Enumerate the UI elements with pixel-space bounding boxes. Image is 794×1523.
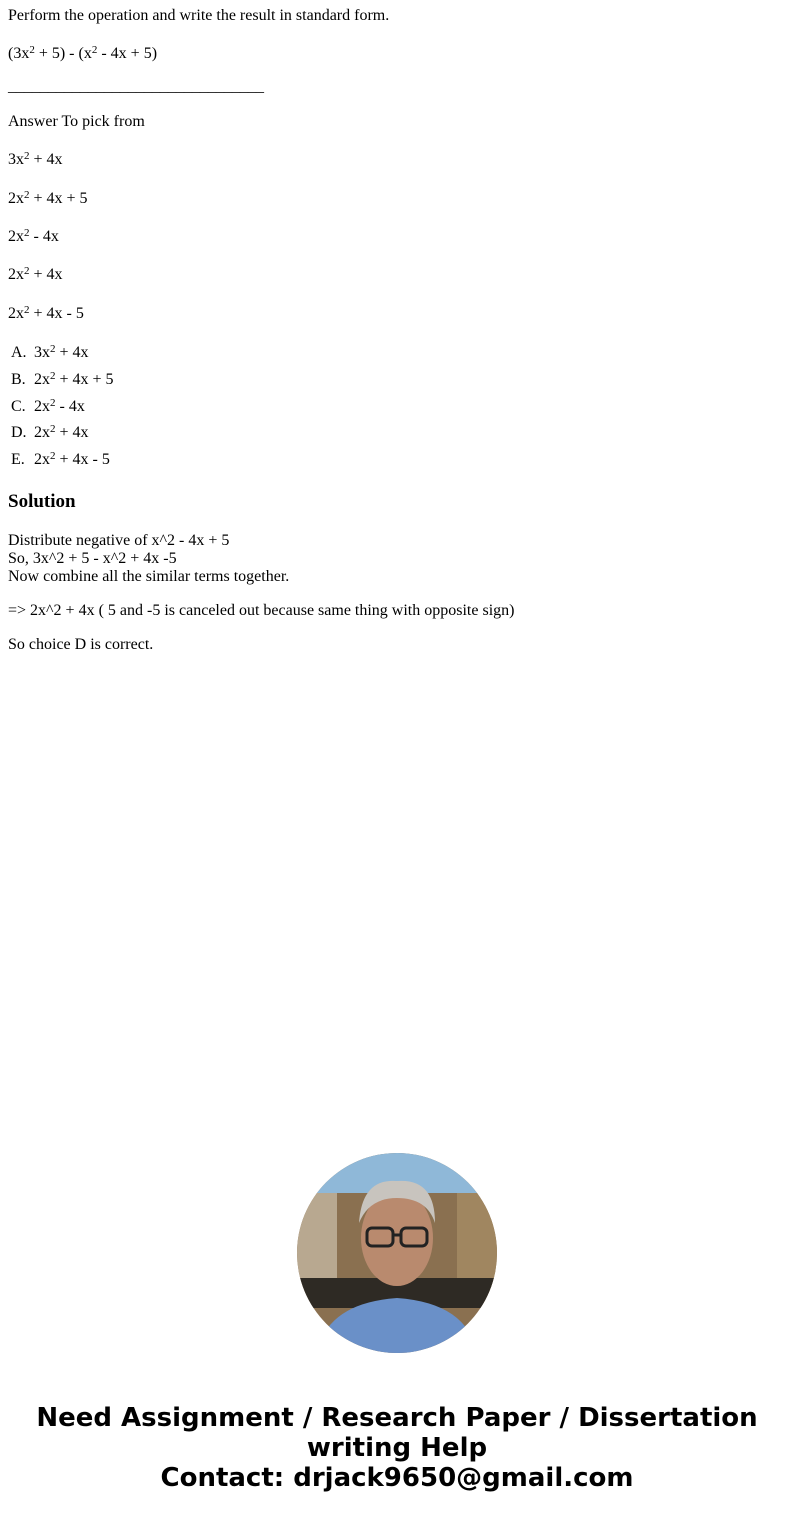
solution-line: Now combine all the similar terms together. [8,568,290,585]
exponent: 2 [50,450,56,462]
question-prompt: Perform the operation and write the result in standard form. [8,7,390,24]
exponent: 2 [50,343,56,355]
option-e [11,451,110,469]
solution-conclusion: So choice D is correct. [8,636,154,653]
solution-line: Distribute negative of x^2 - 4x + 5 [8,532,230,549]
option-b [11,371,114,389]
question-expression [8,45,157,63]
option-letter: D. [11,424,27,441]
expr-part: 2x [34,371,50,388]
option-a [11,344,89,362]
expr-part: 2x [34,451,50,468]
solution-heading: Solution [8,491,76,512]
expr-part: + 4x - 5 [29,305,84,322]
expr-part: 2x [34,398,50,415]
author-photo [297,1153,497,1353]
solution-line: => 2x^2 + 4x ( 5 and -5 is canceled out because same thing with opposite sign) [8,602,515,619]
answers-heading: Answer To pick from [8,113,145,130]
expr-part: 2x [8,228,24,245]
exponent: 2 [24,304,30,316]
option-letter: C. [11,398,26,415]
expr-part: - 4x [55,398,85,415]
option-d [11,424,89,442]
answer-item [8,228,59,246]
option-c [11,398,85,416]
expr-part: + 4x + 5 [29,190,88,207]
exponent: 2 [24,150,30,162]
expr-part: (3x [8,45,30,62]
answer-item [8,305,84,323]
expr-part: 3x [34,344,50,361]
footer-line: Need Assignment / Research Paper / Dissertation [36,1403,758,1433]
expr-part: + 4x - 5 [55,451,110,468]
answer-item [8,190,88,208]
expr-part: + 4x + 5 [55,371,114,388]
expr-part: 2x [8,305,24,322]
answer-blank: ________________________________ [8,78,264,95]
expr-part: + 4x [29,151,63,168]
exponent: 2 [91,44,98,56]
expr-part: 2x [34,424,50,441]
answer-item [8,151,63,169]
option-letter: E. [11,451,25,468]
expr-part: + 4x [55,344,89,361]
solution-line: So, 3x^2 + 5 - x^2 + 4x -5 [8,550,177,567]
expr-part: + 5) - (x [34,45,92,62]
exponent: 2 [29,44,35,56]
exponent: 2 [24,265,30,277]
exponent: 2 [24,189,30,201]
footer-line: writing Help [306,1433,488,1463]
exponent: 2 [24,227,30,239]
expr-part: - 4x + 5) [97,45,158,62]
option-letter: B. [11,371,26,388]
expr-part: 2x [8,266,24,283]
expr-part: 2x [8,190,24,207]
contact-footer [0,1403,794,1493]
option-letter: A. [11,344,27,361]
expr-part: 3x [8,151,24,168]
exponent: 2 [50,423,56,435]
expr-part: + 4x [29,266,63,283]
expr-part: - 4x [29,228,59,245]
contact-email: Contact: drjack9650@gmail.com [160,1463,634,1493]
exponent: 2 [50,397,56,409]
exponent: 2 [50,370,56,382]
answer-item [8,266,63,284]
expr-part: + 4x [55,424,89,441]
